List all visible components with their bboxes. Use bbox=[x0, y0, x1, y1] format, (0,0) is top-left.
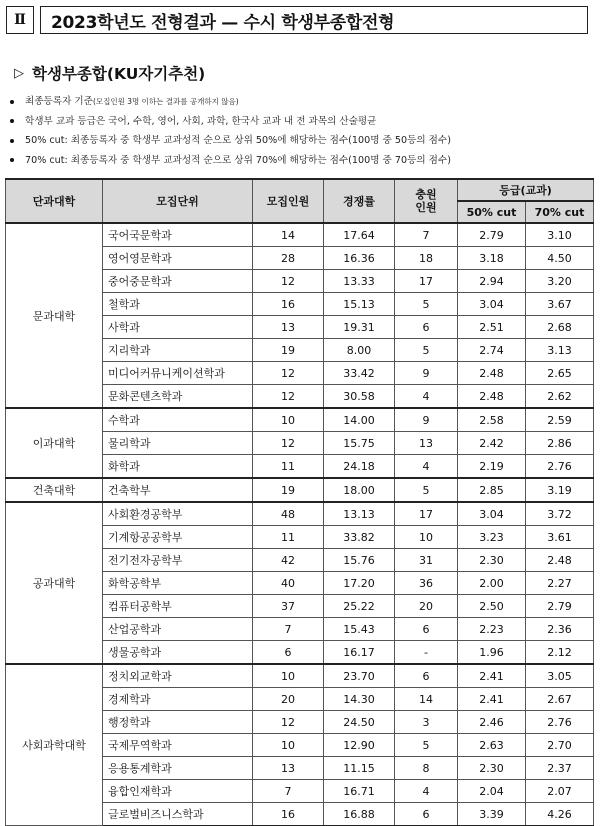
note-text: 70% cut: 최종등록자 중 학생부 교과성적 순으로 상위 70%에 해당하는 점수(100명 중 70등의 점수) bbox=[25, 154, 451, 166]
ratio-cell: 16.17 bbox=[324, 641, 395, 665]
table-row bbox=[6, 478, 594, 502]
quota-cell: 19 bbox=[253, 339, 324, 362]
cut70-cell: 2.76 bbox=[526, 711, 594, 734]
unit-cell: 전기전자공학부 bbox=[103, 549, 253, 572]
cut50-cell: 2.74 bbox=[458, 339, 526, 362]
quota-cell: 12 bbox=[253, 711, 324, 734]
bullet-icon bbox=[10, 158, 14, 162]
unit-cell: 생물공학과 bbox=[103, 641, 253, 665]
quota-cell: 28 bbox=[253, 247, 324, 270]
note-text: 50% cut: 최종등록자 중 학생부 교과성적 순으로 상위 50%에 해당하는 점수(100명 중 50등의 점수) bbox=[25, 135, 451, 146]
quota-cell: 19 bbox=[253, 478, 324, 502]
quota-cell: 48 bbox=[253, 502, 324, 526]
ratio-cell: 33.82 bbox=[324, 526, 395, 549]
cut70-cell: 3.05 bbox=[526, 664, 594, 688]
ratio-cell: 13.13 bbox=[324, 502, 395, 526]
ratio-cell: 24.50 bbox=[324, 711, 395, 734]
extra-cell: 4 bbox=[395, 385, 458, 409]
unit-cell: 화학공학부 bbox=[103, 572, 253, 595]
col-extra: 충원 인원 bbox=[395, 179, 458, 223]
extra-cell: 8 bbox=[395, 757, 458, 780]
quota-cell: 6 bbox=[253, 641, 324, 665]
note-item bbox=[10, 112, 595, 132]
cut50-cell: 2.42 bbox=[458, 432, 526, 455]
quota-cell: 10 bbox=[253, 408, 324, 432]
college-cell: 사회과학대학 bbox=[6, 664, 103, 826]
cut50-cell: 2.48 bbox=[458, 385, 526, 409]
ratio-cell: 15.13 bbox=[324, 293, 395, 316]
ratio-cell: 15.43 bbox=[324, 618, 395, 641]
cut70-cell: 3.19 bbox=[526, 478, 594, 502]
ratio-cell: 18.00 bbox=[324, 478, 395, 502]
cut50-cell: 3.18 bbox=[458, 247, 526, 270]
cut70-cell: 3.10 bbox=[526, 223, 594, 247]
extra-cell: 17 bbox=[395, 270, 458, 293]
unit-cell: 행정학과 bbox=[103, 711, 253, 734]
table-row bbox=[6, 664, 594, 688]
ratio-cell: 16.36 bbox=[324, 247, 395, 270]
unit-cell: 철학과 bbox=[103, 293, 253, 316]
extra-cell: 20 bbox=[395, 595, 458, 618]
unit-cell: 화학과 bbox=[103, 455, 253, 479]
cut70-cell: 3.20 bbox=[526, 270, 594, 293]
extra-cell: 4 bbox=[395, 455, 458, 479]
unit-cell: 건축학부 bbox=[103, 478, 253, 502]
ratio-cell: 23.70 bbox=[324, 664, 395, 688]
page-header bbox=[6, 6, 588, 36]
ratio-cell: 8.00 bbox=[324, 339, 395, 362]
unit-cell: 미디어커뮤니케이션학과 bbox=[103, 362, 253, 385]
ratio-cell: 25.22 bbox=[324, 595, 395, 618]
table-row bbox=[6, 408, 594, 432]
quota-cell: 20 bbox=[253, 688, 324, 711]
cut50-cell: 2.48 bbox=[458, 362, 526, 385]
note-text: 최종등록자 기준 bbox=[25, 96, 93, 107]
college-cell: 건축대학 bbox=[6, 478, 103, 502]
quota-cell: 42 bbox=[253, 549, 324, 572]
extra-cell: 5 bbox=[395, 293, 458, 316]
ratio-cell: 12.90 bbox=[324, 734, 395, 757]
cut70-cell: 2.79 bbox=[526, 595, 594, 618]
extra-cell: 17 bbox=[395, 502, 458, 526]
ratio-cell: 14.30 bbox=[324, 688, 395, 711]
college-cell: 이과대학 bbox=[6, 408, 103, 478]
quota-cell: 13 bbox=[253, 316, 324, 339]
triangle-icon: ▷ bbox=[14, 65, 24, 81]
cut70-cell: 2.62 bbox=[526, 385, 594, 409]
cut50-cell: 2.51 bbox=[458, 316, 526, 339]
cut70-cell: 2.48 bbox=[526, 549, 594, 572]
ratio-cell: 19.31 bbox=[324, 316, 395, 339]
cut50-cell: 2.63 bbox=[458, 734, 526, 757]
unit-cell: 물리학과 bbox=[103, 432, 253, 455]
extra-cell: 5 bbox=[395, 339, 458, 362]
ratio-cell: 14.00 bbox=[324, 408, 395, 432]
extra-cell: 9 bbox=[395, 408, 458, 432]
unit-cell: 중어중문학과 bbox=[103, 270, 253, 293]
cut50-cell: 2.58 bbox=[458, 408, 526, 432]
quota-cell: 11 bbox=[253, 455, 324, 479]
quota-cell: 14 bbox=[253, 223, 324, 247]
ratio-cell: 30.58 bbox=[324, 385, 395, 409]
cut50-cell: 2.79 bbox=[458, 223, 526, 247]
quota-cell: 12 bbox=[253, 432, 324, 455]
unit-cell: 글로벌비즈니스학과 bbox=[103, 803, 253, 826]
unit-cell: 국어국문학과 bbox=[103, 223, 253, 247]
cut70-cell: 3.61 bbox=[526, 526, 594, 549]
cut70-cell: 2.65 bbox=[526, 362, 594, 385]
table-header bbox=[6, 179, 594, 223]
unit-cell: 문화콘텐츠학과 bbox=[103, 385, 253, 409]
cut50-cell: 1.96 bbox=[458, 641, 526, 665]
unit-cell: 사회환경공학부 bbox=[103, 502, 253, 526]
col-grade: 등급(교과) bbox=[458, 179, 594, 201]
cut50-cell: 2.85 bbox=[458, 478, 526, 502]
cut50-cell: 3.04 bbox=[458, 502, 526, 526]
unit-cell: 융합인재학과 bbox=[103, 780, 253, 803]
quota-cell: 16 bbox=[253, 293, 324, 316]
note-item bbox=[10, 131, 595, 151]
extra-cell: 31 bbox=[395, 549, 458, 572]
extra-cell: 9 bbox=[395, 362, 458, 385]
college-cell: 공과대학 bbox=[6, 502, 103, 664]
note-small-text: (모집인원 3명 이하는 결과를 공개하지 않음) bbox=[92, 97, 239, 106]
ratio-cell: 13.33 bbox=[324, 270, 395, 293]
bullet-icon bbox=[10, 139, 14, 143]
cut70-cell: 4.26 bbox=[526, 803, 594, 826]
extra-cell: 5 bbox=[395, 734, 458, 757]
cut50-cell: 2.50 bbox=[458, 595, 526, 618]
cut50-cell: 2.46 bbox=[458, 711, 526, 734]
cut70-cell: 2.07 bbox=[526, 780, 594, 803]
cut70-cell: 2.70 bbox=[526, 734, 594, 757]
unit-cell: 기계항공공학부 bbox=[103, 526, 253, 549]
cut70-cell: 2.27 bbox=[526, 572, 594, 595]
quota-cell: 10 bbox=[253, 664, 324, 688]
cut50-cell: 2.30 bbox=[458, 549, 526, 572]
cut70-cell: 2.86 bbox=[526, 432, 594, 455]
unit-cell: 응용통계학과 bbox=[103, 757, 253, 780]
extra-cell: 3 bbox=[395, 711, 458, 734]
note-item bbox=[10, 151, 595, 171]
cut50-cell: 2.00 bbox=[458, 572, 526, 595]
col-cut50: 50% cut bbox=[458, 201, 526, 223]
table-body bbox=[6, 223, 594, 826]
unit-cell: 영어영문학과 bbox=[103, 247, 253, 270]
extra-cell: 6 bbox=[395, 618, 458, 641]
cut70-cell: 2.68 bbox=[526, 316, 594, 339]
table-row bbox=[6, 502, 594, 526]
cut70-cell: 3.67 bbox=[526, 293, 594, 316]
ratio-cell: 24.18 bbox=[324, 455, 395, 479]
unit-cell: 산업공학과 bbox=[103, 618, 253, 641]
cut70-cell: 3.13 bbox=[526, 339, 594, 362]
extra-cell: - bbox=[395, 641, 458, 665]
results-table bbox=[5, 178, 594, 826]
cut70-cell: 4.50 bbox=[526, 247, 594, 270]
college-cell: 문과대학 bbox=[6, 223, 103, 408]
col-cut70: 70% cut bbox=[526, 201, 594, 223]
cut70-cell: 2.12 bbox=[526, 641, 594, 665]
ratio-cell: 16.88 bbox=[324, 803, 395, 826]
ratio-cell: 17.20 bbox=[324, 572, 395, 595]
page-title: 2023학년도 전형결과 — 수시 학생부종합전형 bbox=[40, 6, 588, 34]
col-college: 단과대학 bbox=[6, 179, 103, 223]
unit-cell: 경제학과 bbox=[103, 688, 253, 711]
quota-cell: 16 bbox=[253, 803, 324, 826]
cut50-cell: 3.04 bbox=[458, 293, 526, 316]
bullet-icon bbox=[10, 100, 14, 104]
notes-list bbox=[10, 92, 595, 170]
col-unit: 모집단위 bbox=[103, 179, 253, 223]
cut70-cell: 2.59 bbox=[526, 408, 594, 432]
quota-cell: 12 bbox=[253, 362, 324, 385]
extra-cell: 13 bbox=[395, 432, 458, 455]
cut50-cell: 2.94 bbox=[458, 270, 526, 293]
cut70-cell: 2.37 bbox=[526, 757, 594, 780]
quota-cell: 12 bbox=[253, 270, 324, 293]
cut70-cell: 3.72 bbox=[526, 502, 594, 526]
quota-cell: 11 bbox=[253, 526, 324, 549]
extra-cell: 6 bbox=[395, 316, 458, 339]
unit-cell: 수학과 bbox=[103, 408, 253, 432]
unit-cell: 사학과 bbox=[103, 316, 253, 339]
unit-cell: 지리학과 bbox=[103, 339, 253, 362]
col-quota: 모집인원 bbox=[253, 179, 324, 223]
note-item bbox=[10, 92, 595, 112]
quota-cell: 12 bbox=[253, 385, 324, 409]
extra-cell: 4 bbox=[395, 780, 458, 803]
unit-cell: 컴퓨터공학부 bbox=[103, 595, 253, 618]
extra-cell: 10 bbox=[395, 526, 458, 549]
bullet-icon bbox=[10, 119, 14, 123]
extra-cell: 6 bbox=[395, 664, 458, 688]
extra-cell: 18 bbox=[395, 247, 458, 270]
cut50-cell: 2.23 bbox=[458, 618, 526, 641]
cut50-cell: 2.30 bbox=[458, 757, 526, 780]
cut50-cell: 3.23 bbox=[458, 526, 526, 549]
cut50-cell: 2.19 bbox=[458, 455, 526, 479]
col-ratio: 경쟁률 bbox=[324, 179, 395, 223]
cut70-cell: 2.67 bbox=[526, 688, 594, 711]
ratio-cell: 15.75 bbox=[324, 432, 395, 455]
cut50-cell: 2.41 bbox=[458, 688, 526, 711]
cut50-cell: 3.39 bbox=[458, 803, 526, 826]
ratio-cell: 17.64 bbox=[324, 223, 395, 247]
ratio-cell: 11.15 bbox=[324, 757, 395, 780]
table-row bbox=[6, 223, 594, 247]
chapter-number: Ⅱ bbox=[6, 6, 34, 34]
unit-cell: 국제무역학과 bbox=[103, 734, 253, 757]
cut50-cell: 2.04 bbox=[458, 780, 526, 803]
quota-cell: 7 bbox=[253, 618, 324, 641]
ratio-cell: 16.71 bbox=[324, 780, 395, 803]
extra-cell: 5 bbox=[395, 478, 458, 502]
section-title bbox=[14, 62, 205, 84]
quota-cell: 37 bbox=[253, 595, 324, 618]
cut50-cell: 2.41 bbox=[458, 664, 526, 688]
quota-cell: 7 bbox=[253, 780, 324, 803]
ratio-cell: 15.76 bbox=[324, 549, 395, 572]
extra-cell: 36 bbox=[395, 572, 458, 595]
cut70-cell: 2.36 bbox=[526, 618, 594, 641]
quota-cell: 10 bbox=[253, 734, 324, 757]
quota-cell: 13 bbox=[253, 757, 324, 780]
cut70-cell: 2.76 bbox=[526, 455, 594, 479]
ratio-cell: 33.42 bbox=[324, 362, 395, 385]
extra-cell: 7 bbox=[395, 223, 458, 247]
unit-cell: 정치외교학과 bbox=[103, 664, 253, 688]
note-text: 학생부 교과 등급은 국어, 수학, 영어, 사회, 과학, 한국사 교과 내 전 과목의 산술평균 bbox=[25, 115, 377, 127]
extra-cell: 6 bbox=[395, 803, 458, 826]
section-title-text: 학생부종합(KU자기추천) bbox=[32, 65, 206, 83]
extra-cell: 14 bbox=[395, 688, 458, 711]
quota-cell: 40 bbox=[253, 572, 324, 595]
